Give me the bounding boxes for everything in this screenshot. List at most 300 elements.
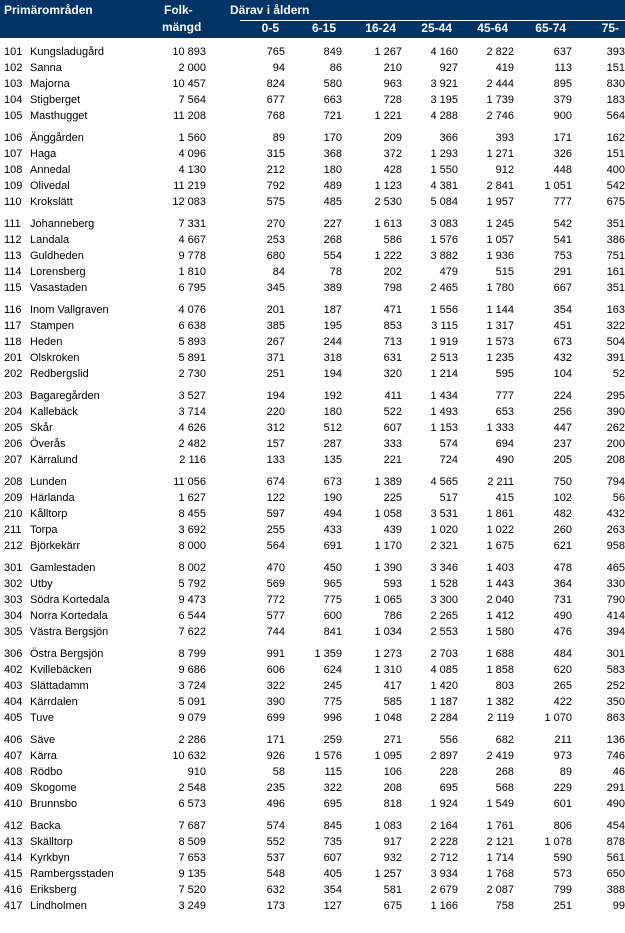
- table-row: [0, 506, 625, 522]
- area-code: 408: [4, 766, 23, 778]
- area-name: Slättadamm: [30, 680, 89, 692]
- age-value-6-15: 180: [323, 164, 342, 176]
- age-value-75-: 391: [606, 352, 625, 364]
- age-value-75-: 183: [606, 94, 625, 106]
- population: 3 714: [178, 406, 206, 418]
- area-name: Kyrkbyn: [30, 852, 70, 864]
- population: 5 091: [178, 696, 206, 708]
- area-name: Härlanda: [30, 492, 75, 504]
- age-value-65-74: 113: [554, 62, 572, 74]
- age-value-45-64: 758: [495, 900, 514, 912]
- area-code: 302: [4, 578, 23, 590]
- age-value-45-64: 653: [495, 406, 514, 418]
- spacer-cell: [210, 130, 246, 146]
- age-value-0-5: 371: [266, 352, 285, 364]
- age-value-0-5: 94: [272, 62, 285, 74]
- population: 8 002: [178, 562, 206, 574]
- age-value-16-24: 1 267: [374, 46, 402, 58]
- area-code: 417: [4, 900, 23, 912]
- age-value-25-44: 4 160: [430, 46, 458, 58]
- age-value-25-44: 724: [439, 454, 458, 466]
- spacer-cell: [210, 194, 246, 210]
- population: 9 473: [178, 594, 206, 606]
- age-value-25-44: 1 528: [430, 578, 458, 590]
- age-value-16-24: 106: [383, 766, 402, 778]
- spacer-cell: [210, 608, 246, 624]
- area-name: Kålltorp: [30, 508, 68, 520]
- age-value-25-44: 1 924: [430, 798, 458, 810]
- area-code: 305: [4, 626, 23, 638]
- area-code: 105: [4, 110, 23, 122]
- age-value-25-44: 1 153: [430, 422, 458, 434]
- age-value-75-: 751: [606, 250, 625, 262]
- age-value-16-24: 522: [383, 406, 402, 418]
- area-code: 212: [4, 540, 23, 552]
- age-value-45-64: 1 412: [486, 610, 514, 622]
- age-value-45-64: 2 841: [486, 180, 514, 192]
- table-row: [0, 280, 625, 296]
- population: 7 520: [178, 884, 206, 896]
- age-value-25-44: 1 434: [430, 390, 458, 402]
- area-code: 205: [4, 422, 23, 434]
- area-name: Johanneberg: [30, 218, 95, 230]
- area-name: Kärralund: [30, 454, 78, 466]
- age-value-65-74: 224: [553, 390, 572, 402]
- age-value-6-15: 996: [323, 712, 342, 724]
- age-value-6-15: 735: [323, 836, 342, 848]
- area-code: 406: [4, 734, 23, 746]
- age-value-45-64: 803: [495, 680, 514, 692]
- age-value-65-74: 542: [553, 218, 572, 230]
- population: 3 692: [178, 524, 206, 536]
- age-value-0-5: 220: [266, 406, 285, 418]
- population: 7 687: [178, 820, 206, 832]
- age-value-16-24: 607: [383, 422, 402, 434]
- age-value-25-44: 4 085: [430, 664, 458, 676]
- age-value-65-74: 229: [553, 782, 572, 794]
- age-value-16-24: 471: [383, 304, 402, 316]
- population-header-line1: Folk-: [164, 3, 193, 17]
- age-value-75-: 830: [606, 78, 625, 90]
- age-value-45-64: 1 271: [486, 148, 514, 160]
- table-row: [0, 130, 625, 146]
- population: 11 208: [173, 110, 206, 122]
- age-value-16-24: 333: [383, 438, 402, 450]
- age-value-16-24: 593: [383, 578, 402, 590]
- area-code: 201: [4, 352, 23, 364]
- population: 910: [187, 766, 206, 778]
- age-value-0-5: 84: [272, 266, 285, 278]
- age-value-45-64: 1 761: [486, 820, 514, 832]
- age-value-45-64: 912: [495, 164, 514, 176]
- population: 4 076: [178, 304, 206, 316]
- age-value-65-74: 102: [553, 492, 572, 504]
- age-value-16-24: 1 123: [374, 180, 402, 192]
- age-value-25-44: 5 084: [430, 196, 458, 208]
- age-value-65-74: 478: [553, 562, 572, 574]
- age-value-45-64: 1 580: [486, 626, 514, 638]
- area-name: Olivedal: [30, 180, 70, 192]
- age-value-0-5: 470: [266, 562, 285, 574]
- area-code: 102: [4, 62, 23, 74]
- age-value-16-24: 675: [383, 900, 402, 912]
- area-name: Kärrdalen: [30, 696, 78, 708]
- age-value-0-5: 772: [266, 594, 285, 606]
- area-name: Inom Vallgraven: [30, 304, 109, 316]
- table-row: [0, 694, 625, 710]
- population: 6 544: [178, 610, 206, 622]
- age-value-0-5: 390: [266, 696, 285, 708]
- age-value-65-74: 447: [553, 422, 572, 434]
- area-name: Skår: [30, 422, 53, 434]
- population: 7 622: [178, 626, 206, 638]
- age-value-0-5: 597: [266, 508, 285, 520]
- age-value-16-24: 786: [383, 610, 402, 622]
- age-value-25-44: 2 284: [430, 712, 458, 724]
- age-value-75-: 561: [606, 852, 625, 864]
- population: 8 000: [178, 540, 206, 552]
- area-name: Rambergsstaden: [30, 868, 114, 880]
- age-value-16-24: 1 257: [374, 868, 402, 880]
- area-code: 118: [4, 336, 22, 348]
- age-value-25-44: 2 321: [430, 540, 458, 552]
- age-value-6-15: 580: [323, 78, 342, 90]
- table-row: [0, 898, 625, 914]
- age-value-16-24: 586: [383, 234, 402, 246]
- population: 5 891: [178, 352, 206, 364]
- age-value-16-24: 1 389: [374, 476, 402, 488]
- age-value-45-64: 1 382: [486, 696, 514, 708]
- table-row: [0, 76, 625, 92]
- age-value-16-24: 1 048: [374, 712, 402, 724]
- population: 6 573: [178, 798, 206, 810]
- age-value-75-: 301: [606, 648, 625, 660]
- area-name: Lorensberg: [30, 266, 86, 278]
- age-value-25-44: 2 164: [430, 820, 458, 832]
- population: 10 457: [172, 78, 206, 90]
- area-code: 412: [4, 820, 23, 832]
- population: 5 792: [178, 578, 206, 590]
- age-value-75-: 151: [606, 148, 625, 160]
- age-value-75-: 295: [606, 390, 625, 402]
- spacer-cell: [210, 662, 246, 678]
- age-value-75-: 414: [606, 610, 625, 622]
- area-name: Utby: [30, 578, 53, 590]
- area-name: Landala: [30, 234, 70, 246]
- area-code: 109: [4, 180, 23, 192]
- population: 11 219: [173, 180, 206, 192]
- age-value-65-74: 490: [553, 610, 572, 622]
- age-value-65-74: 667: [553, 282, 572, 294]
- table-row: [0, 748, 625, 764]
- area-name: Västra Bergsjön: [30, 626, 109, 638]
- table-row: [0, 866, 625, 882]
- area-code: 106: [4, 132, 23, 144]
- age-value-0-5: 744: [266, 626, 285, 638]
- table-row: [0, 248, 625, 264]
- age-value-75-: 390: [606, 406, 625, 418]
- age-value-0-5: 991: [266, 648, 285, 660]
- age-value-65-74: 237: [553, 438, 572, 450]
- table-row: [0, 264, 625, 280]
- area-name: Gamlestaden: [30, 562, 96, 574]
- table-row: [0, 678, 625, 694]
- age-value-25-44: 2 897: [430, 750, 458, 762]
- age-value-6-15: 450: [323, 562, 342, 574]
- age-value-45-64: 1 739: [486, 94, 514, 106]
- age-value-65-74: 354: [553, 304, 572, 316]
- age-value-75-: 136: [606, 734, 625, 746]
- age-value-75-: 650: [606, 868, 625, 880]
- age-value-6-15: 318: [323, 352, 342, 364]
- area-code: 110: [4, 196, 22, 208]
- age-value-25-44: 1 293: [430, 148, 458, 160]
- age-value-0-5: 768: [266, 110, 285, 122]
- table-row: [0, 436, 625, 452]
- age-value-45-64: 2 119: [487, 712, 514, 724]
- area-code: 104: [4, 94, 23, 106]
- age-value-6-15: 433: [323, 524, 342, 536]
- age-value-45-64: 515: [495, 266, 514, 278]
- table-row: [0, 216, 625, 232]
- age-value-65-74: 799: [553, 884, 572, 896]
- area-name: Torpa: [30, 524, 58, 536]
- age-value-25-44: 4 381: [430, 180, 458, 192]
- population: 10 632: [172, 750, 206, 762]
- age-value-75-: 388: [606, 884, 625, 896]
- age-value-45-64: 1 858: [486, 664, 514, 676]
- age-value-65-74: 601: [553, 798, 572, 810]
- age-value-6-15: 554: [323, 250, 342, 262]
- area-name: Björkekärr: [30, 540, 81, 552]
- area-code: 113: [4, 250, 22, 262]
- age-value-45-64: 393: [495, 132, 514, 144]
- age-value-45-64: 1 022: [486, 524, 514, 536]
- age-value-45-64: 2 444: [486, 78, 514, 90]
- table-row: [0, 624, 625, 640]
- age-value-75-: 958: [606, 540, 625, 552]
- age-value-45-64: 1 057: [486, 234, 514, 246]
- area-code: 111: [4, 218, 21, 230]
- age-value-6-15: 775: [323, 696, 342, 708]
- age-value-6-15: 405: [323, 868, 342, 880]
- age-value-65-74: 251: [553, 900, 572, 912]
- age-value-6-15: 187: [323, 304, 342, 316]
- age-value-25-44: 2 553: [430, 626, 458, 638]
- table-row: [0, 522, 625, 538]
- age-value-16-24: 1 613: [374, 218, 402, 230]
- table-row: [0, 818, 625, 834]
- age-value-45-64: 1 861: [486, 508, 514, 520]
- age-value-16-24: 439: [383, 524, 402, 536]
- age-value-75-: 52: [612, 368, 625, 380]
- population: 8 455: [178, 508, 206, 520]
- age-value-0-5: 674: [266, 476, 285, 488]
- spacer-cell: [210, 780, 246, 796]
- age-value-6-15: 227: [323, 218, 342, 230]
- age-value-65-74: 432: [553, 352, 572, 364]
- age-value-0-5: 157: [266, 438, 285, 450]
- population: 12 083: [172, 196, 206, 208]
- area-code: 306: [4, 648, 23, 660]
- age-value-6-15: 389: [323, 282, 342, 294]
- age-value-0-5: 824: [266, 78, 285, 90]
- age-value-6-15: 695: [323, 798, 342, 810]
- population: 7 564: [178, 94, 206, 106]
- age-value-65-74: 89: [559, 766, 572, 778]
- age-value-45-64: 1 936: [486, 250, 514, 262]
- area-code: 206: [4, 438, 23, 450]
- age-value-0-5: 385: [266, 320, 285, 332]
- age-value-45-64: 1 144: [486, 304, 514, 316]
- age-value-75-: 208: [606, 454, 625, 466]
- age-header-3: 25-44: [421, 21, 452, 35]
- population: 2 000: [178, 62, 206, 74]
- age-value-65-74: 260: [553, 524, 572, 536]
- population: 1 560: [178, 132, 206, 144]
- spacer-cell: [210, 624, 246, 640]
- area-code: 115: [4, 282, 22, 294]
- population-table: [0, 44, 625, 914]
- age-value-25-44: 1 166: [430, 900, 458, 912]
- age-value-75-: 393: [606, 46, 625, 58]
- age-value-6-15: 268: [323, 234, 342, 246]
- spacer-cell: [210, 366, 246, 382]
- age-value-6-15: 192: [323, 390, 342, 402]
- age-value-45-64: 595: [495, 368, 514, 380]
- age-value-75-: 351: [606, 218, 625, 230]
- age-value-16-24: 963: [383, 78, 402, 90]
- table-header: [0, 0, 625, 38]
- area-code: 202: [4, 368, 23, 380]
- age-value-65-74: 484: [553, 648, 572, 660]
- spacer-cell: [210, 452, 246, 468]
- spacer-cell: [210, 302, 246, 318]
- spacer-cell: [210, 60, 246, 76]
- area-name: Heden: [30, 336, 63, 348]
- population: 3 527: [178, 390, 206, 402]
- table-row: [0, 92, 625, 108]
- age-value-65-74: 895: [553, 78, 572, 90]
- age-value-25-44: 3 921: [430, 78, 458, 90]
- area-code: 210: [4, 508, 23, 520]
- age-value-65-74: 731: [553, 594, 572, 606]
- spacer-cell: [210, 678, 246, 694]
- age-value-6-15: 849: [323, 46, 342, 58]
- spacer-cell: [210, 404, 246, 420]
- age-value-16-24: 428: [383, 164, 402, 176]
- table-row: [0, 350, 625, 366]
- area-name: Östra Bergsjön: [30, 648, 104, 660]
- age-value-0-5: 133: [266, 454, 285, 466]
- area-name: Stampen: [30, 320, 75, 332]
- population: 6 795: [178, 282, 206, 294]
- table-row: [0, 592, 625, 608]
- age-value-16-24: 1 065: [374, 594, 402, 606]
- age-value-6-15: 287: [323, 438, 342, 450]
- age-value-45-64: 1 317: [486, 320, 514, 332]
- age-value-65-74: 573: [553, 868, 572, 880]
- age-value-65-74: 637: [553, 46, 572, 58]
- age-value-0-5: 251: [266, 368, 285, 380]
- table-row: [0, 60, 625, 76]
- age-value-0-5: 792: [266, 180, 285, 192]
- age-value-45-64: 1 573: [486, 336, 514, 348]
- age-value-75-: 465: [606, 562, 625, 574]
- population: 4 096: [178, 148, 206, 160]
- population: 1 810: [178, 266, 206, 278]
- age-value-65-74: 104: [553, 368, 572, 380]
- age-value-75-: 490: [606, 798, 625, 810]
- age-value-16-24: 1 390: [374, 562, 402, 574]
- table-row: [0, 882, 625, 898]
- age-value-25-44: 2 228: [430, 836, 458, 848]
- spacer-cell: [210, 216, 246, 232]
- area-code: 304: [4, 610, 23, 622]
- age-value-0-5: 926: [266, 750, 285, 762]
- age-value-0-5: 194: [266, 390, 285, 402]
- area-name: Brunnsbo: [30, 798, 78, 810]
- area-code: 207: [4, 454, 23, 466]
- area-name: Säve: [30, 734, 56, 746]
- spacer-cell: [210, 280, 246, 296]
- area-name: Guldheden: [30, 250, 84, 262]
- table-row: [0, 146, 625, 162]
- population: 6 638: [178, 320, 206, 332]
- population: 9 686: [178, 664, 206, 676]
- age-value-45-64: 1 714: [486, 852, 514, 864]
- area-code: 414: [4, 852, 23, 864]
- population: 7 653: [178, 852, 206, 864]
- spacer-cell: [210, 748, 246, 764]
- table-row: [0, 490, 625, 506]
- age-value-16-24: 210: [383, 62, 402, 74]
- spacer-cell: [210, 538, 246, 554]
- age-value-45-64: 2 121: [486, 836, 514, 848]
- age-value-75-: 863: [606, 712, 625, 724]
- age-value-45-64: 415: [495, 492, 514, 504]
- age-value-16-24: 581: [383, 884, 402, 896]
- age-value-25-44: 1 576: [430, 234, 458, 246]
- age-value-25-44: 1 556: [430, 304, 458, 316]
- age-value-75-: 151: [606, 62, 625, 74]
- age-value-25-44: 1 214: [430, 368, 458, 380]
- table-row: [0, 474, 625, 490]
- age-value-16-24: 202: [383, 266, 402, 278]
- age-value-75-: 790: [606, 594, 625, 606]
- age-value-65-74: 973: [553, 750, 572, 762]
- age-value-16-24: 728: [383, 94, 402, 106]
- table-row: [0, 194, 625, 210]
- age-value-6-15: 259: [323, 734, 342, 746]
- age-value-75-: 675: [606, 196, 625, 208]
- area-name: Kvillebäcken: [30, 664, 92, 676]
- age-value-65-74: 900: [553, 110, 572, 122]
- area-name: Krokslätt: [30, 196, 73, 208]
- age-value-6-15: 86: [329, 62, 342, 74]
- area-name: Kungsladugård: [30, 46, 105, 58]
- age-value-16-24: 2 530: [374, 196, 402, 208]
- spacer-cell: [210, 576, 246, 592]
- age-value-6-15: 607: [323, 852, 342, 864]
- area-name: Kärra: [30, 750, 57, 762]
- age-value-45-64: 2 040: [486, 594, 514, 606]
- age-value-0-5: 577: [266, 610, 285, 622]
- area-name: Södra Kortedala: [30, 594, 110, 606]
- age-header-0: 0-5: [261, 21, 279, 35]
- age-group-title: Därav i åldern: [230, 3, 310, 17]
- area-name: Olskroken: [30, 352, 80, 364]
